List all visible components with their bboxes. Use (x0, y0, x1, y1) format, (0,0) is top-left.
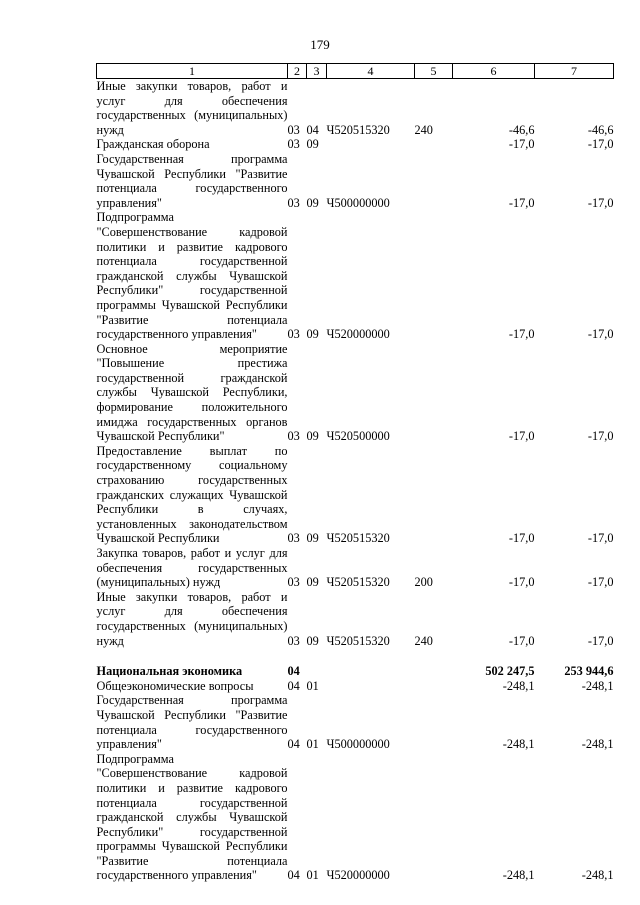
row-value-6: -17,0 (508, 429, 535, 444)
column-header: 3 (307, 64, 327, 79)
row-value-7: -17,0 (587, 633, 614, 648)
row-target-code: Ч520515320 (326, 122, 390, 137)
table-row (97, 679, 614, 694)
table-row (97, 546, 614, 590)
row-value-6: -248,1 (502, 868, 535, 883)
row-value-7: -46,6 (587, 122, 614, 137)
row-value-7: -17,0 (587, 137, 614, 152)
row-subsection: 09 (306, 429, 319, 444)
column-header: 4 (327, 64, 415, 79)
row-target-code: Ч500000000 (326, 737, 390, 752)
table-row (97, 693, 614, 751)
row-section: 03 (287, 137, 300, 152)
row-target-code: Ч520515320 (326, 633, 390, 648)
row-section: 04 (287, 868, 300, 883)
row-subsection: 09 (306, 531, 319, 546)
row-expense-type (415, 444, 453, 546)
budget-table (96, 63, 614, 883)
row-name: Основное мероприятие "Повышение престижа государственной гражданской службы Чувашской Республики, формирование положительного имиджа государственных органов Чувашской Республики" (96, 341, 288, 444)
row-section: 03 (287, 531, 300, 546)
row-name: Закупка товаров, работ и услуг для обеспечения государственных (муниципальных) нужд (96, 546, 288, 590)
row-subsection: 09 (306, 195, 319, 210)
row-section: 04 (287, 664, 300, 679)
row-section: 04 (287, 737, 300, 752)
row-section: 03 (287, 429, 300, 444)
row-target-code: Ч500000000 (326, 195, 390, 210)
row-name: Подпрограмма "Совершенствование кадровой политики и развитие кадрового потенциала государственной гражданской службы Чувашской Республики" государственной программы Чувашской Республики "Развитие потенциала государственного управления" (96, 210, 288, 342)
row-target-code: Ч520000000 (326, 327, 390, 342)
row-section: 03 (287, 195, 300, 210)
row-value-7: -17,0 (587, 575, 614, 590)
row-subsection: 04 (306, 122, 319, 137)
row-value-6: -17,0 (508, 327, 535, 342)
table-row (97, 444, 614, 546)
column-header: 7 (535, 64, 614, 79)
table-row (97, 79, 614, 138)
row-value-6: -17,0 (508, 137, 535, 152)
row-name: Иные закупки товаров, работ и услуг для обеспечения государственных (муниципальных) нужд (96, 589, 288, 648)
row-subsection: 01 (306, 678, 319, 693)
row-name: Национальная экономика (96, 664, 243, 679)
row-name: Иные закупки товаров, работ и услуг для обеспечения государственных (муниципальных) нужд (96, 79, 288, 137)
row-expense-type: 240 (414, 633, 433, 648)
row-section: 03 (287, 327, 300, 342)
row-value-6: -17,0 (508, 575, 535, 590)
row-value-7: -17,0 (587, 429, 614, 444)
row-subsection: 09 (306, 137, 319, 152)
row-value-6: -17,0 (508, 633, 535, 648)
row-name: Общеэкономические вопросы (96, 678, 254, 693)
row-value-7: -248,1 (581, 737, 614, 752)
row-target-code: Ч520515320 (326, 531, 390, 546)
row-value-7: 253 944,6 (564, 664, 614, 679)
row-value-7: -248,1 (581, 678, 614, 693)
row-subsection: 09 (306, 633, 319, 648)
row-section: 03 (287, 633, 300, 648)
row-section: 04 (287, 678, 300, 693)
row-name: Государственная программа Чувашской Республики "Развитие потенциала государственного управления" (96, 693, 288, 752)
row-expense-type: 200 (414, 575, 433, 590)
spacer-row (97, 648, 614, 664)
table-row (97, 590, 614, 648)
header-row (97, 64, 614, 79)
table-row (97, 342, 614, 444)
row-value-6: -248,1 (502, 678, 535, 693)
row-name: Подпрограмма "Совершенствование кадровой политики и развитие кадрового потенциала государственной гражданской службы Чувашской Республики" государственной программы Чувашской Республики "Развитие потенциала государственного управления" (96, 751, 288, 883)
row-name: Гражданская оборона (96, 137, 210, 152)
row-expense-type (415, 693, 453, 751)
row-target-code: Ч520500000 (326, 429, 390, 444)
row-section: 03 (287, 575, 300, 590)
column-header: 1 (97, 64, 288, 79)
row-target-code (327, 137, 415, 152)
column-header: 5 (415, 64, 453, 79)
row-expense-type (415, 137, 453, 152)
row-value-7: -248,1 (581, 868, 614, 883)
row-name: Предоставление выплат по государственному социальному страхованию государственных гражданских служащих Чувашской Республики в случаях, установленных законодательством Чувашской Республики (96, 443, 288, 546)
row-subsection: 09 (306, 575, 319, 590)
row-section: 03 (287, 122, 300, 137)
row-expense-type (415, 342, 453, 444)
table-row (97, 137, 614, 152)
column-header: 2 (288, 64, 307, 79)
row-value-6: -248,1 (502, 737, 535, 752)
column-header: 6 (453, 64, 535, 79)
row-expense-type (415, 210, 453, 341)
row-value-7: -17,0 (587, 195, 614, 210)
row-value-6: -46,6 (508, 122, 535, 137)
page-number: 179 (310, 37, 330, 52)
row-target-code: Ч520515320 (326, 575, 390, 590)
row-value-6: -17,0 (508, 195, 535, 210)
row-subsection: 01 (306, 868, 319, 883)
table-row (97, 152, 614, 210)
row-subsection: 09 (306, 327, 319, 342)
table-row-section-heading (97, 664, 614, 679)
row-subsection (307, 664, 327, 679)
row-expense-type (415, 752, 453, 883)
row-name: Государственная программа Чувашской Республики "Развитие потенциала государственного управления" (96, 151, 288, 210)
row-expense-type (415, 664, 453, 679)
row-value-6: -17,0 (508, 531, 535, 546)
table-row (97, 210, 614, 341)
row-value-6: 502 247,5 (485, 664, 535, 679)
row-value-7: -17,0 (587, 327, 614, 342)
row-target-code (327, 664, 415, 679)
row-value-7: -17,0 (587, 531, 614, 546)
row-target-code: Ч520000000 (326, 868, 390, 883)
row-target-code (327, 679, 415, 694)
table-row (97, 752, 614, 883)
row-expense-type (415, 152, 453, 210)
row-expense-type (415, 679, 453, 694)
row-expense-type: 240 (414, 122, 433, 137)
row-subsection: 01 (306, 737, 319, 752)
